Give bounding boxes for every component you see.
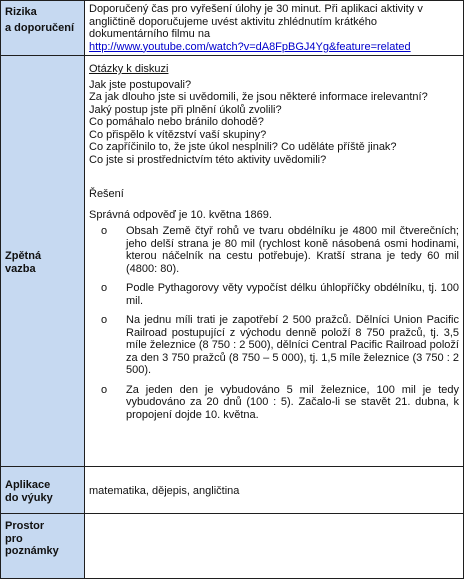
risks-row — [1, 1, 464, 56]
solution-step-text: Obsah Země čtyř rohů ve tvaru obdélníku je 4800 mil čtverečních; jeho delší strana je 80 mil (rychlost koně násobená osmi hodinami, kterou náčelník na cestu potřebuje). Kratší strana je tedy 60 mil (4800: 80). — [126, 225, 459, 275]
question-2: Za jak dlouho jste si uvědomili, že jsou některé informace irelevantní? — [89, 91, 428, 103]
bullet-o-icon: o — [101, 282, 108, 294]
notes-label-line1: Prostor — [5, 520, 45, 532]
notes-label-cell — [1, 514, 85, 579]
solution-step-text: Na jednu míli trati je zapotřebí 2 500 pražců. Dělníci Union Pacific Railroad postupující z východu denně položí 8 750 pražců, tj. 3,5 míle železnice (8 750 : 2 500), dělníci Central Pacific Railroad položí za den 3 750 pražců (8 750 – 5 000), tj. 1,5 míle železnice (3 750 : 2 500). — [126, 314, 459, 376]
bullet-o-icon: o — [101, 314, 108, 326]
solution-answer: Správná odpověď je 10. května 1869. — [89, 208, 272, 221]
risks-label-line1: Rizika — [5, 6, 37, 18]
question-1: Jak jste postupovali? — [89, 78, 192, 91]
discussion-heading: Otázky k diskuzi — [89, 63, 169, 75]
notes-label-line3: poznámky — [5, 545, 59, 557]
feedback-content-cell — [85, 56, 464, 467]
question-3: Jaký postup jste při plnění úkolů zvolili? — [89, 103, 282, 116]
feedback-label-line2: vazba — [5, 262, 36, 275]
solution-step-text: Za jeden den je vybudováno 5 mil železnice, 100 mil je tedy vybudováno za 20 dnů (100 : 5). Začalo-li se stavět 21. dubna, k propojení dojde 10. května. — [126, 383, 459, 421]
application-label-line2: do výuky — [5, 491, 53, 504]
notes-content-cell[interactable] — [85, 514, 464, 579]
question-6: Co zapříčinilo to, že jste úkol nesplnili? Co uděláte příště jinak? — [89, 141, 397, 153]
feedback-row — [1, 56, 464, 467]
risks-label-cell — [1, 1, 85, 56]
youtube-link[interactable]: http://www.youtube.com/watch?v=dA8FpBGJ4Yg&feature=related — [89, 40, 411, 53]
discussion-questions — [89, 79, 459, 167]
application-row — [1, 467, 464, 514]
solution-step-2 — [101, 282, 459, 307]
solution-step-1 — [101, 225, 459, 275]
bullet-o-icon: o — [101, 383, 108, 396]
notes-row — [1, 514, 464, 579]
risks-content-cell — [85, 1, 464, 56]
solution-step-4 — [101, 384, 459, 422]
risks-label-line2: a doporučení — [5, 22, 75, 34]
solution-step-text: Podle Pythagorovy věty vypočíst délku úhlopříčky obdélníku, tj. 100 mil. — [126, 282, 459, 307]
solution-heading: Řešení — [89, 188, 124, 200]
question-5: Co přispělo k vítězství vaší skupiny? — [89, 128, 267, 141]
feedback-label-cell — [1, 56, 85, 467]
application-label-cell — [1, 467, 85, 514]
solution-steps — [89, 225, 459, 421]
application-label-line1: Aplikace — [5, 479, 51, 491]
notes-label-line2: pro — [5, 532, 23, 545]
question-4: Co pomáhalo nebo bránilo dohodě? — [89, 116, 264, 128]
feedback-label-line1: Zpětná — [5, 250, 42, 262]
application-text: matematika, dějepis, angličtina — [89, 484, 240, 497]
risks-text: Doporučený čas pro vyřešení úlohy je 30 minut. Při aplikaci aktivity v angličtině doporučujeme uvést aktivitu zhlédnutím krátkého dokumentárního filmu na — [89, 3, 423, 40]
application-content-cell — [85, 467, 464, 514]
bullet-o-icon: o — [101, 225, 108, 237]
solution-step-3 — [101, 314, 459, 377]
question-7: Co jste si prostřednictvím této aktivity uvědomili? — [89, 153, 327, 166]
